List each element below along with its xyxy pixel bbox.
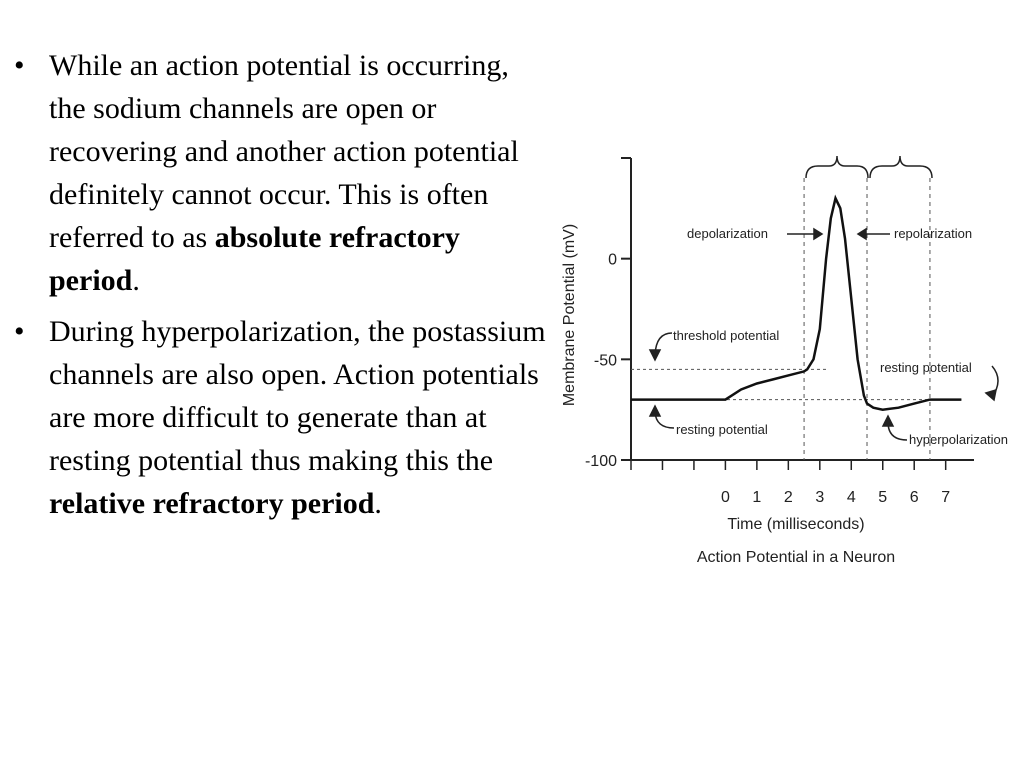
y-tick-label: 0 [608,251,617,269]
x-tick-label: 5 [878,489,888,506]
x-tick-label: 1 [752,489,762,506]
bullet-emphasis: absolute refractory period [49,221,460,297]
x-axis-title: Time (milliseconds) [727,516,865,533]
x-tick-label: 2 [783,489,793,506]
bullet-text-end: . [374,487,382,520]
bullet-text: During hyperpolarization, the postassium channels are also open. Action potentials are more difficult to generate than at resting potential thus making this the [49,315,546,477]
bullet-list [14,44,550,533]
brace-absolute-refractory [806,156,868,178]
reference-lines [631,178,961,460]
y-tick-label: -50 [593,352,617,370]
x-tick-label: 6 [909,489,919,506]
bullet-text-end: . [132,264,140,297]
x-tick-label: 0 [720,489,730,506]
chart-title: Action Potential in a Neuron [696,549,896,566]
x-tick-label: 7 [941,489,951,506]
bullet-emphasis: relative refractory period [49,487,375,520]
x-tick-label: 3 [815,489,825,506]
y-axis-title: Membrane Potential (mV) [561,223,578,407]
bullet-item-absolute-refractory [14,44,550,302]
brace-relative-refractory [870,156,932,178]
label-hyperpolarization: hyperpolarization [909,432,1009,447]
label-depolarization: depolarization [687,226,768,241]
label-threshold-potential: threshold potential [673,328,780,343]
action-potential-chart [552,150,1020,580]
bullet-dot: • [14,315,25,348]
y-tick-label: -100 [584,453,617,470]
label-resting-potential-right: resting potential [880,360,972,375]
bullet-dot: • [14,49,25,82]
x-tick-label: 4 [846,489,856,506]
bullet-item-relative-refractory [14,310,550,525]
label-repolarization: repolarization [894,226,973,241]
bullet-text: While an action potential is occurring, the sodium channels are open or recovering and another action potential definitely cannot occur. This is often referred to as [49,49,519,254]
label-resting-potential-left: resting potential [676,422,768,437]
